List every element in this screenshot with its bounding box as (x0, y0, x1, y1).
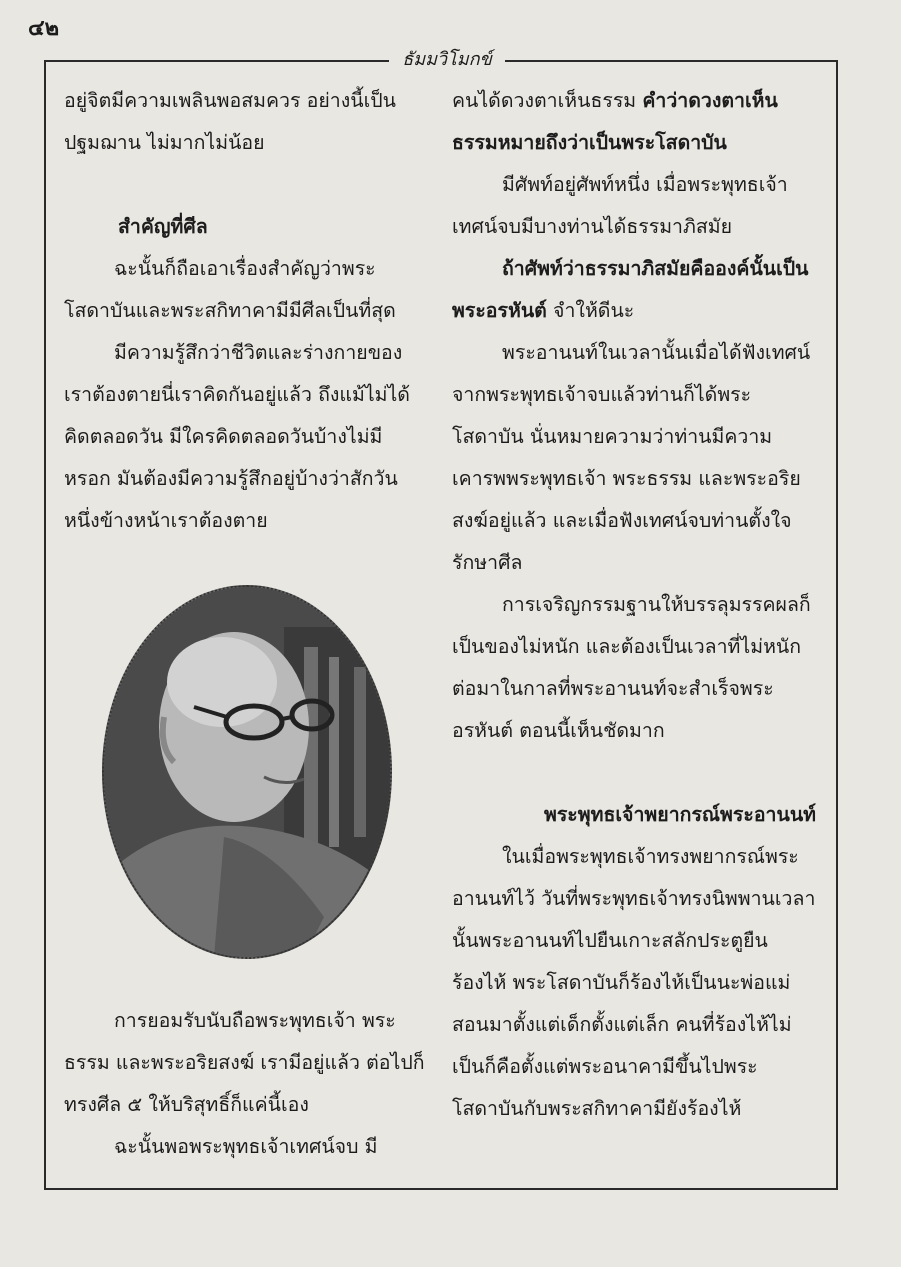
right-paragraph-5: การเจริญกรรมฐานให้บรรลุมรรคผลก็เป็นของไม่หนัก และต้องเป็นเวลาที่ไม่หนัก ต่อมาในกาลที่พระอานนท์จะสำเร็จพระอรหันต์ ตอนนี้เห็นชัดมาก (452, 593, 811, 742)
right-column (452, 80, 816, 1130)
monk-portrait-photo (102, 585, 392, 959)
right-paragraph-4: พระอานนท์ในเวลานั้นเมื่อได้ฟังเทศน์จากพระพุทธเจ้าจบแล้วท่านก็ได้พระโสดาบัน นั่นหมายความว่าท่านมีความเคารพพระพุทธเจ้า พระธรรม และพระอริยสงฆ์อยู่แล้ว และเมื่อฟังเทศน์จบท่านตั้งใจรักษาศีล (452, 341, 811, 574)
right-paragraph-3-emphasis: ถ้าศัพท์ว่าธรรมาภิสมัยคือองค์นั้นเป็นพระอรหันต์ (452, 257, 809, 322)
monk-portrait-illustration (104, 587, 390, 957)
right-paragraph-3-text: จำให้ดีนะ (546, 299, 635, 322)
section-heading-prophecy: พระพุทธเจ้าพยากรณ์พระอานนท์ (543, 803, 816, 826)
left-paragraph-4: การยอมรับนับถือพระพุทธเจ้า พระธรรม และพระอริยสงฆ์ เรามีอยู่แล้ว ต่อไปก็ทรงศีล ๕ ให้บริสุทธิ์ก็แค่นี้เอง (64, 1009, 425, 1116)
right-paragraph-1-emphasis: คำว่าดวงตาเห็นธรรมหมายถึงว่าเป็นพระโสดาบัน (452, 89, 778, 154)
right-paragraph-3 (452, 248, 816, 332)
right-paragraph-1 (452, 80, 816, 164)
left-paragraph-5: ฉะนั้นพอพระพุทธเจ้าเทศน์จบ มี (114, 1135, 378, 1158)
left-paragraph-2: ฉะนั้นก็ถือเอาเรื่องสำคัญว่าพระโสดาบันและพระสกิทาคามีมีศีลเป็นที่สุด (64, 257, 396, 322)
right-paragraph-6: ในเมื่อพระพุทธเจ้าทรงพยากรณ์พระอานนท์ไว้ วันที่พระพุทธเจ้าทรงนิพพานเวลานั้นพระอานนท์ไปยืนเกาะสลักประตูยืนร้องไห้ พระโสดาบันก็ร้องไห้เป็นนะพ่อแม่สอนมาตั้งแต่เด็กตั้งแต่เล็ก คนที่ร้องไห้ไม่เป็นก็คือตั้งแต่พระอนาคามีขึ้นไปพระโสดาบันกับพระสกิทาคามียังร้องไห้ (452, 845, 816, 1120)
left-column (64, 80, 428, 542)
page-number: ๔๒ (28, 15, 60, 41)
left-column-bottom (64, 1000, 428, 1168)
left-paragraph-3: มีความรู้สึกว่าชีวิตและร่างกายของเราต้องตายนี่เราคิดกันอยู่แล้ว ถึงแม้ไม่ได้คิดตลอดวัน มีใครคิดตลอดวันบ้างไม่มีหรอก มันต้องมีความรู้สึกอยู่บ้างว่าสักวันหนึ่งข้างหน้าเราต้องตาย (64, 341, 410, 532)
running-header: ธัมมวิโมกข์ (402, 49, 492, 70)
section-heading-sila: สำคัญที่ศีล (118, 215, 208, 238)
left-paragraph-1: อยู่จิตมีความเพลินพอสมควร อย่างนี้เป็นปฐมฌาน ไม่มากไม่น้อย (64, 89, 396, 154)
right-paragraph-1-text: คนได้ดวงตาเห็นธรรม (452, 89, 643, 112)
right-paragraph-2: มีศัพท์อยู่ศัพท์หนึ่ง เมื่อพระพุทธเจ้าเทศน์จบมีบางท่านได้ธรรมาภิสมัย (452, 173, 788, 238)
